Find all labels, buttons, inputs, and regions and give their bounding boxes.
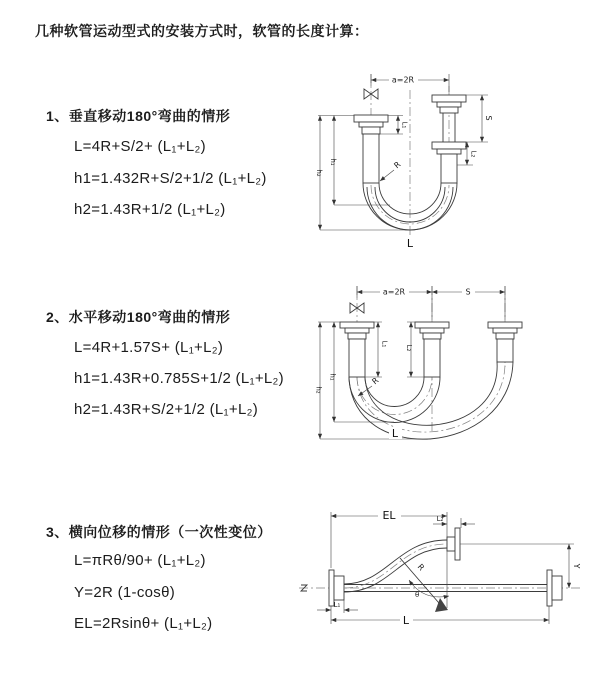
dimension-span	[357, 286, 505, 320]
dim-label-l1: L₁	[333, 601, 341, 609]
right-pipe-flange	[488, 322, 522, 362]
right-pipe-flange-upper	[432, 95, 466, 142]
middle-pipe-flange	[415, 322, 449, 377]
dimension-span	[371, 74, 449, 92]
diagram-horizontal-180-bend	[312, 282, 572, 452]
braided-hose-ferrule-icon	[441, 154, 457, 183]
dim-label-r: R	[370, 375, 381, 387]
section3-heading: 3、横向位移的情形（一次性变位）	[46, 524, 272, 540]
dim-label-s: S	[465, 287, 471, 297]
braided-hose-ferrule-icon	[497, 339, 513, 362]
right-flange	[547, 570, 562, 606]
dim-label-l: L	[391, 427, 399, 440]
dim-label-s: S	[484, 115, 493, 121]
section1-formula-L: L=4R+S/2+ (L₁+L₂)	[74, 138, 206, 155]
dimension-l1	[317, 600, 358, 613]
dim-label-h2: h₂	[314, 386, 323, 394]
diagram-lateral-displacement	[297, 498, 587, 648]
section2-formula-L: L=4R+1.57S+ (L₁+L₂)	[74, 339, 224, 356]
dim-label-a2r: a=2R	[391, 75, 415, 85]
dim-label-h2: h₂	[315, 169, 323, 177]
section1-heading: 1、垂直移动180°弯曲的情形	[46, 108, 231, 124]
left-pipe-flange	[340, 322, 374, 377]
dim-label-l2: L₂	[405, 344, 413, 352]
section2-heading: 2、水平移动180°弯曲的情形	[46, 309, 231, 325]
section1-formula-h2: h2=1.43R+1/2 (L₁+L₂)	[74, 201, 226, 218]
section2-formula-h1: h1=1.43R+0.785S+1/2 (L₁+L₂)	[74, 370, 284, 387]
dim-label-h1: h₁	[328, 373, 337, 381]
dim-label-y: Y	[572, 563, 581, 569]
dimension-y	[460, 544, 581, 588]
page-title: 几种软管运动型式的安装方式时，软管的长度计算：	[35, 23, 369, 39]
right-pipe-flange-lower	[432, 142, 466, 183]
left-pipe-flange	[354, 115, 388, 183]
dim-label-r: R	[415, 562, 427, 573]
dim-label-l: L	[402, 614, 410, 627]
dim-label-el: EL	[382, 509, 396, 522]
section3-formula-L: L=πRθ/90+ (L₁+L₂)	[74, 552, 206, 569]
radius-callout	[380, 160, 403, 181]
upper-flange	[447, 528, 460, 560]
dim-label-l1: L₁	[400, 121, 409, 129]
dimension-el	[331, 509, 447, 568]
section3-formula-Y: Y=2R (1-cosθ)	[74, 584, 176, 601]
dimension-l2	[433, 515, 475, 528]
section3-formula-EL: EL=2Rsinθ+ (L₁+L₂)	[74, 615, 213, 632]
dim-label-h1: h₁	[329, 158, 337, 166]
braided-hose-ferrule-icon	[424, 339, 440, 377]
hose-centerline-icon	[344, 544, 447, 588]
dim-label-l: L	[406, 237, 414, 250]
dim-label-theta: θ	[415, 591, 420, 599]
braided-hose-ferrule-icon	[349, 339, 365, 377]
dim-label-l1: L₁	[380, 340, 389, 348]
dimension-travel-s	[457, 95, 493, 165]
dim-label-l2: L₂	[436, 515, 444, 523]
dim-label-l2: L₂	[469, 150, 478, 158]
section1-formula-h1: h1=1.432R+S/2+1/2 (L₁+L₂)	[74, 170, 267, 187]
dim-label-a2r: a=2R	[382, 287, 406, 297]
diagram-vertical-180-bend	[310, 70, 540, 260]
dim-label-r: R	[392, 159, 403, 171]
braided-hose-ferrule-icon	[363, 134, 379, 183]
section2-formula-h2: h2=1.43R+S/2+1/2 (L₁+L₂)	[74, 401, 259, 418]
